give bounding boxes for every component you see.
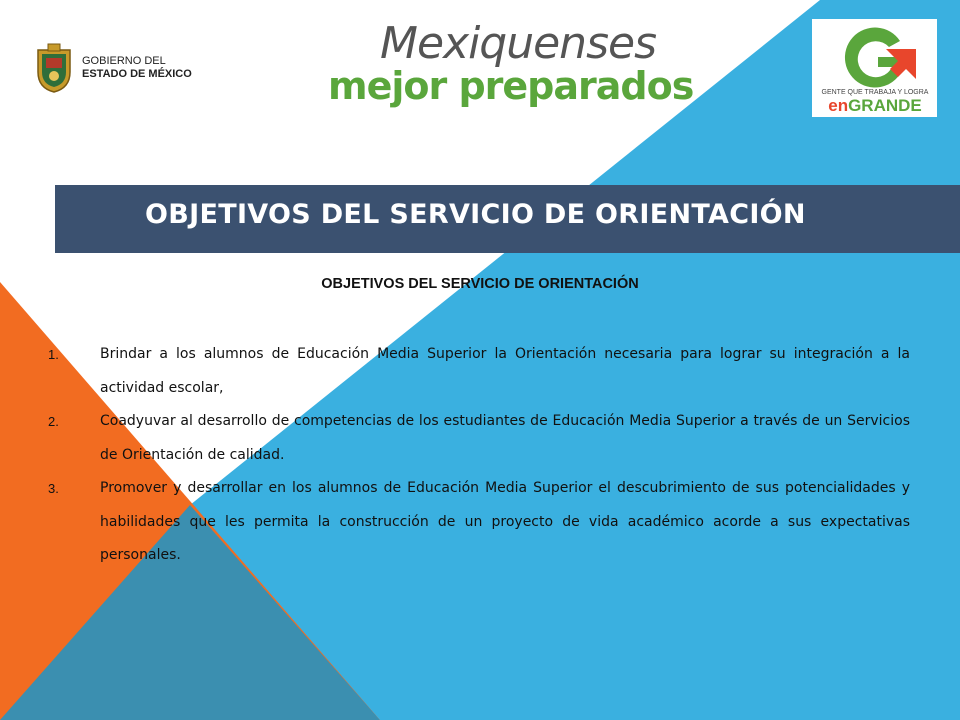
campaign-logo-line1: Mexiquenses [380,18,656,69]
list-item-text: Promover y desarrollar en los alumnos de Educación Media Superior el descubrimiento de sus potencialidades y habilidades que les permita la construcción de un proyecto de vida académico acorde a sus expectativas personales. [100,480,910,563]
engrande-logo [812,19,937,117]
engrande-wordmark [814,97,936,115]
government-line2: ESTADO DE MÉXICO [82,68,192,80]
objectives-list [48,338,910,573]
list-item [48,338,910,405]
engrande-word-en: en [828,96,849,115]
government-line1: GOBIERNO DEL [82,55,166,67]
g-logo-icon [812,19,937,89]
section-subtitle: OBJETIVOS DEL SERVICIO DE ORIENTACIÓN [321,276,639,292]
list-item-number: 1. [48,347,59,362]
engrande-word-grande: GRANDE [848,96,922,115]
title-banner [55,185,960,253]
page-title: OBJETIVOS DEL SERVICIO DE ORIENTACIÓN [145,199,806,230]
campaign-logo [300,16,694,116]
list-item-number: 3. [48,481,59,496]
campaign-logo-line2: mejor preparados [328,64,694,108]
list-item-number: 2. [48,414,59,429]
list-item [48,405,910,472]
government-logo [32,42,192,94]
state-seal-icon [32,42,76,94]
list-item [48,472,910,573]
engrande-tagline: GENTE QUE TRABAJA Y LOGRA [821,89,929,96]
list-item-text: Brindar a los alumnos de Educación Media Superior la Orientación necesaria para lograr su integración a la actividad escolar, [100,346,910,396]
list-item-text: Coadyuvar al desarrollo de competencias de los estudiantes de Educación Media Superior a través de un Servicios de Orientación de calidad. [100,413,910,463]
